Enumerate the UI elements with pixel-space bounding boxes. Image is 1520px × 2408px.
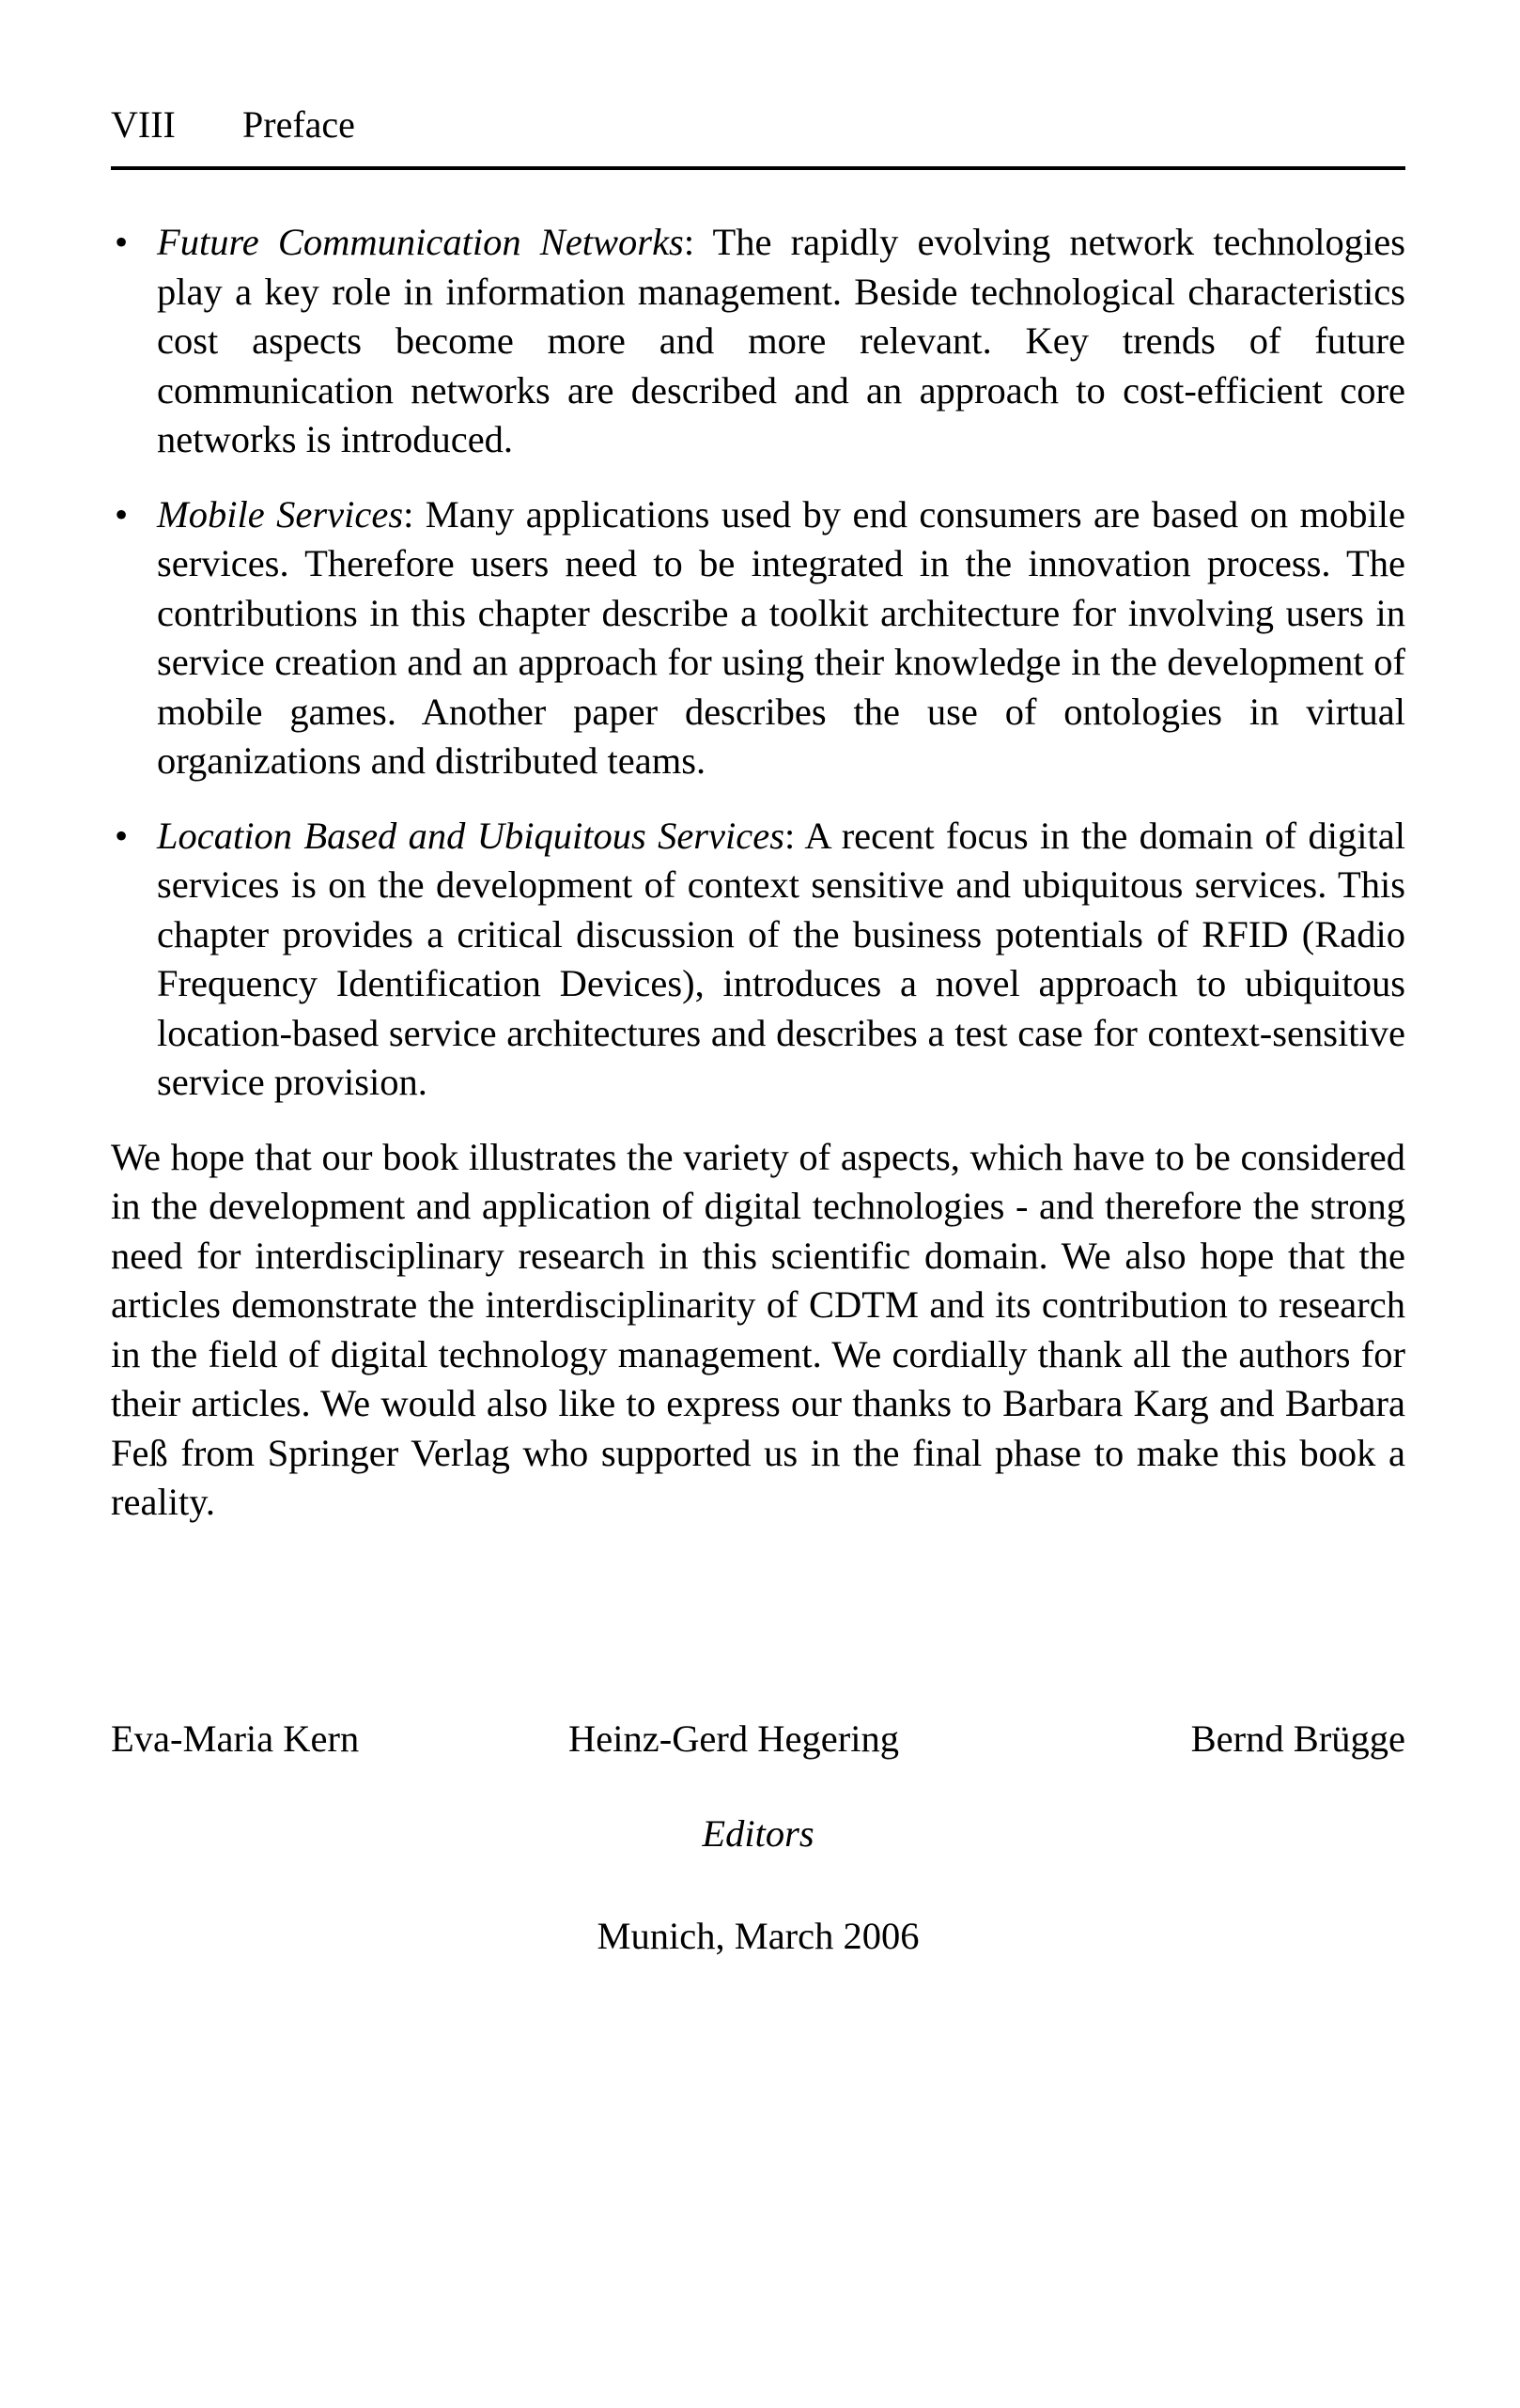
chapter-bullet-list [111,218,1405,1108]
bullet-term: Location Based and Ubiquitous Services [157,814,784,857]
bullet-term: Mobile Services [157,492,404,536]
editors-label: Editors [702,1812,814,1855]
editor-name-1: Eva-Maria Kern [111,1717,360,1760]
header-rule [111,166,1405,170]
running-title: Preface [242,103,355,146]
bullet-text: : The rapidly evolving network technologies play a key role in information management. Beside technological characteristics cost aspects become more and more relevant. Key trends of future communication networks are described and an approach to cost-efficient core networks is introduced. [157,221,1406,460]
editor-name-2: Heinz-Gerd Hegering [568,1717,899,1760]
bullet-future-communication-networks [111,218,1405,465]
bullet-dot-icon: • [115,492,129,536]
page-body [111,218,1405,1528]
bullet-dot-icon: • [115,814,129,857]
bullet-mobile-services [111,490,1405,786]
editor-name-3: Bernd Brügge [1190,1717,1405,1760]
bullet-location-based-services [111,812,1405,1108]
bullet-text: : Many applications used by end consumers are based on mobile services. Therefore users need to be integrated in the innovation process. The contributions in this chapter describe a toolkit architecture for involving users in service creation and an approach for using their knowledge in the development of mobile games. Another paper describes the use of ontologies in virtual organizations and distributed teams. [157,492,1405,782]
bullet-term: Future Communication Networks [157,221,684,263]
place-and-date: Munich, March 2006 [597,1915,920,1957]
bullet-dot-icon: • [115,221,129,263]
bullet-text: : A recent focus in the domain of digital services is on the development of context sensitive and ubiquitous services. This chapter provides a critical discussion of the business potentials of RFID (Radio Frequency Identification Devices), introduces a novel approach to ubiquitous location-based service architectures and describes a test case for context-sensitive service provision. [157,814,1405,1103]
closing-paragraph: We hope that our book illustrates the variety of aspects, which have to be considered in the development and application of digital technologies - and therefore the strong need for interdisciplinary research in this scientific domain. We also hope that the articles demonstrate the interdisciplinarity of CDTM and its contribution to research in the field of digital technology management. We cordially thank all the authors for their articles. We would also like to express our thanks to Barbara Karg and Barbara Feß from Springer Verlag who supported us in the final phase to make this book a reality. [111,1135,1405,1523]
page-number: VIII [111,103,176,146]
running-head [111,101,1405,148]
